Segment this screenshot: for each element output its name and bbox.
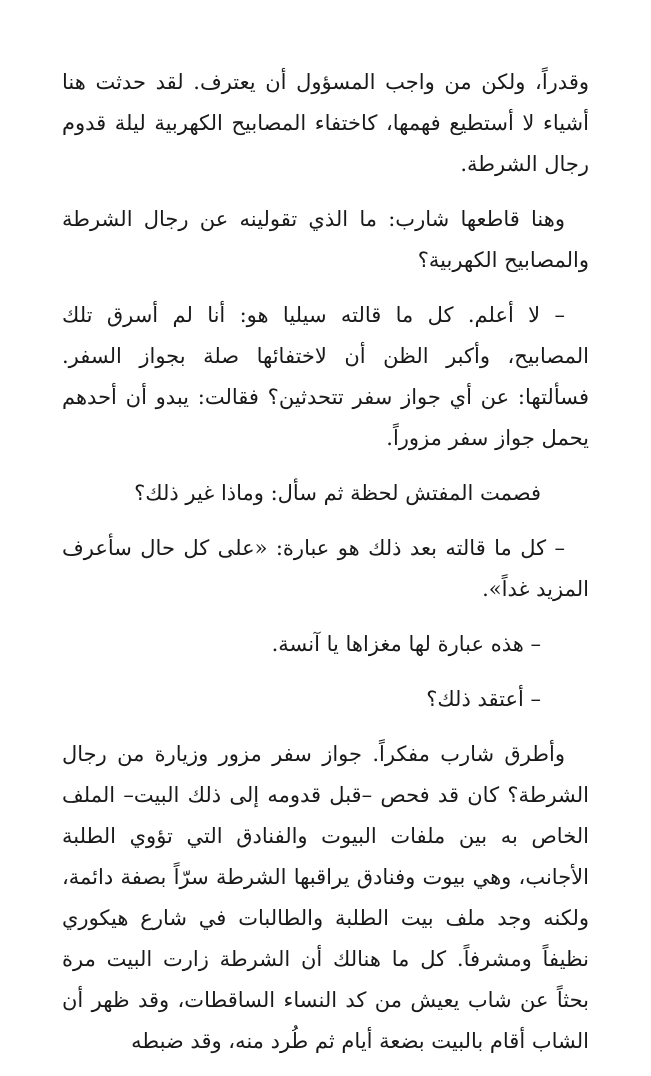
paragraph-1: وقدراً، ولكن من واجب المسؤول أن يعترف. لقد حدثت هنا أشياء لا أستطيع فهمها، كاختفاء المصابيح الكهربية ليلة قدوم رجال الشرطة. <box>62 70 589 176</box>
paragraph-5: – كل ما قالته بعد ذلك هو عبارة: «على كل حال سأعرف المزيد غداً». <box>62 536 589 601</box>
page-text <box>62 62 589 1076</box>
paragraph-8: وأطرق شارب مفكراً. جواز سفر مزور وزيارة من رجال الشرطة؟ كان قد فحص –قبل قدومه إلى ذلك البيت– الملف الخاص به بين ملفات البيوت والفنادق التي تؤوي الطلبة الأجانب، وهي بيوت وفنادق يراقبها الشرطة سرّاً بصفة دائمة، ولكنه وجد ملف بيت الطلبة والطالبات في شارع هيكوري نظيفاً ومشرفاً. كل ما هنالك أن الشرطة زارت البيت مرة بحثاً عن شاب يعيش من كد النساء الساقطات، وقد ظهر أن الشاب أقام بالبيت بضعة أيام ثم طُرد منه، وقد ضبطه <box>62 742 589 1053</box>
paragraph-7: – أعتقد ذلك؟ <box>426 687 541 711</box>
paragraph-3: – لا أعلم. كل ما قالته سيليا هو: أنا لم أسرق تلك المصابيح، وأكبر الظن أن لاختفائها صلة بجواز السفر. فسألتها: عن أي جواز سفر تتحدثين؟ فقالت: يبدو أن أحدهم يحمل جواز سفر مزوراً. <box>62 303 589 450</box>
paragraph-2: وهنا قاطعها شارب: ما الذي تقولينه عن رجال الشرطة والمصابيح الكهربية؟ <box>62 207 589 272</box>
paragraph-6: – هذه عبارة لها مغزاها يا آنسة. <box>271 632 541 656</box>
paragraph-4: فصمت المفتش لحظة ثم سأل: وماذا غير ذلك؟ <box>134 481 541 505</box>
